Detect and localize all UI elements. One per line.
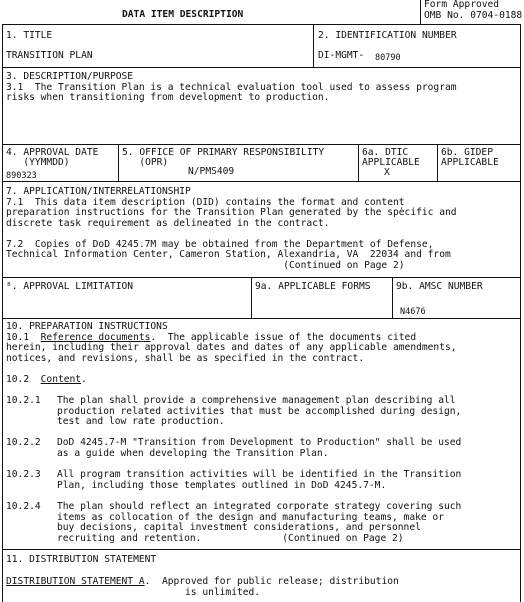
item-line: All program transition activities will be identified in the Transition [57,469,462,480]
application-continued: (Continued on Page 2) [6,259,405,271]
divider [313,24,314,67]
paragraph-line: herein, including their approval dates and dates of any applicable amendments, [6,342,457,353]
divider [437,144,438,181]
item-line: The plan shall provide a comprehensive management plan describing all [57,395,456,406]
description-line: 3.1 The Transition Plan is a technical evaluation tool used to assess program [6,81,457,93]
application-line: preparation instructions for the Transition Plan generated by the spe̍cific and [6,207,457,218]
paragraph-text: . [81,374,87,385]
preparation-label: 10. PREPARATION INSTRUCTIONS [6,321,168,332]
application-line: 7.2 Copies of DoD 4245.7M may be obtained from the Department of Defense, [6,238,434,250]
item-number: 10.2.3 [6,469,41,480]
form-title: DATA ITEM DESCRIPTION [122,9,244,20]
distribution-label: 11. DISTRIBUTION STATEMENT [6,554,157,565]
item-line: The plan should reflect an integrated corporate strategy covering such [57,501,462,512]
item-line: items as collocation of the design and manufacturing teams, make or [57,511,444,523]
paragraph-text: . The applicable issue of the documents cited [150,331,417,343]
applicable-forms-label: 9a. APPLICABLE FORMS [255,281,371,292]
item-line: test and low rate production. [57,416,225,427]
divider [420,0,421,24]
identification-number: 80790 [375,53,401,63]
divider [251,277,252,318]
gidep-sublabel: APPLICABLE [441,157,499,168]
approval-limitation-label: ⁸. APPROVAL LIMITATION [6,281,134,292]
item-number: 10.2.1 [6,395,41,406]
item-number: 10.2.4 [6,501,41,512]
opr-label: 5. OFFICE OF PRIMARY RESPONSIBILITY [122,147,325,158]
content-heading-line [6,375,87,386]
application-line: 7.1 This data item description (DID) contains the format and content [6,196,405,208]
amsc-value: N4676 [400,307,426,317]
approval-date-sublabel: (YYMMDD) [6,157,70,168]
opr-sublabel: (OPR) [122,157,169,168]
distribution-statement-text: . Approved for public release; distribution [144,576,399,587]
divider [2,318,520,319]
title-value: TRANSITION PLAN [6,50,93,61]
divider [2,181,520,182]
divider [2,67,520,68]
divider [2,24,520,25]
item-number: 10.2.2 [6,437,41,448]
divider [392,277,393,318]
divider [2,277,520,278]
omb-number: OMB No. 0704-0188 [424,10,523,21]
identification-label: 2. IDENTIFICATION NUMBER [318,30,457,41]
amsc-label: 9b. AMSC NUMBER [396,281,483,292]
title-label: 1. TITLE [6,30,53,41]
divider [358,144,359,181]
gidep-label: 6b. GIDEP [441,147,493,158]
paragraph-line: notices, and revisions, shall be as specified in the contract. [6,352,365,364]
item-line: DoD 4245.7-M "Transition from Development to Production" shall be used [57,437,462,448]
approval-date-label: 4. APPROVAL DATE [6,147,99,158]
approval-date-value: 890323 [6,171,37,181]
item-line: buy decisions, capital investment considerations, and personnel [57,522,421,533]
frame-left [2,24,3,602]
dtic-label: 6a. DTIC [362,147,409,158]
distribution-statement-title: DISTRIBUTION STATEMENT A [6,576,145,587]
item-line: production related activities that must be accomplished during design, [57,405,462,417]
frame-right [520,24,521,602]
divider [2,549,520,550]
item-line: recruiting and retention. (Continued on Page 2) [57,532,404,544]
item-line: as a guide when developing the Transition Plan. [57,447,329,459]
description-label: 3. DESCRIPTION/PURPOSE [6,71,134,82]
divider [2,144,520,145]
item-line: Plan, including those templates outlined in DoD 4245.7-M. [57,479,387,491]
paragraph-number: 10.2 [6,374,41,385]
opr-value: N/PMS409 [188,166,235,177]
reference-documents-heading: Reference documents [40,331,151,343]
dtic-sublabel: APPLICABLE [362,157,420,168]
distribution-statement-line2: is unlimited. [185,586,261,598]
divider [118,144,119,181]
description-line: risks when transitioning from development to production. [6,92,330,103]
application-line: discrete task requirement as delineated in the contract. [6,217,330,229]
application-label: 7. APPLICATION/INTERRELATIONSHIP [6,186,191,197]
form-approved-label: Form Approved [424,0,500,10]
content-heading: Content [40,374,82,385]
application-line: Technical Information Center, Cameron Station, Alexandria, VA 22034 and from [6,249,451,260]
dtic-check: X [384,167,390,178]
distribution-statement-line [6,577,399,588]
paragraph-number: 10.1 [6,331,41,343]
identification-prefix: DI-MGMT- [318,50,365,61]
